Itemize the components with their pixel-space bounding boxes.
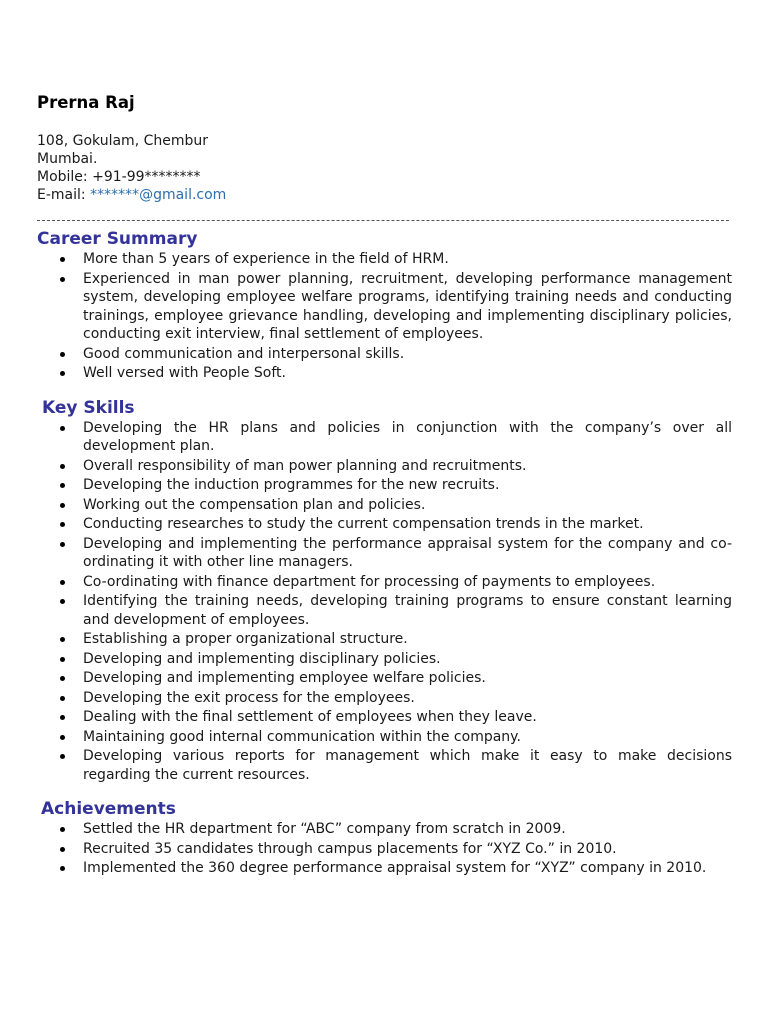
list-item: Establishing a proper organizational structure. — [37, 630, 732, 649]
key-skills-heading: Key Skills — [42, 397, 135, 418]
bullet-icon — [60, 657, 65, 662]
bullet-icon — [60, 542, 65, 547]
resume-page — [37, 92, 732, 879]
address-line-2: Mumbai. — [37, 151, 98, 167]
list-item: Developing and implementing employee welfare policies. — [37, 669, 732, 688]
email-link[interactable]: *******@gmail.com — [90, 187, 227, 203]
list-item: Identifying the training needs, developing training programs to ensure constant learning and development of employees. — [37, 592, 732, 629]
mobile-number: +91-99******** — [92, 169, 201, 185]
bullet-icon — [60, 483, 65, 488]
bullet-icon — [60, 503, 65, 508]
list-item: Developing and implementing disciplinary policies. — [37, 650, 732, 669]
mobile-line — [37, 168, 732, 186]
list-item: Developing the HR plans and policies in conjunction with the company’s over all development plan. — [37, 419, 732, 456]
mobile-label: Mobile: — [37, 169, 88, 185]
bullet-icon — [60, 464, 65, 469]
candidate-name: Prerna Raj — [37, 93, 135, 112]
bullet-icon — [60, 352, 65, 357]
bullet-icon — [60, 847, 65, 852]
career-summary-heading: Career Summary — [37, 229, 198, 249]
list-item: More than 5 years of experience in the field of HRM. — [37, 250, 732, 269]
career-summary-list — [37, 250, 732, 383]
list-item: Well versed with People Soft. — [37, 364, 732, 383]
bullet-icon — [60, 580, 65, 585]
address-line-1: 108, Gokulam, Chembur — [37, 133, 209, 149]
list-item: Developing and implementing the performance appraisal system for the company and co-ordinating it with other line managers. — [37, 535, 732, 572]
bullet-icon — [60, 277, 65, 282]
bullet-icon — [60, 426, 65, 431]
key-skills-list — [37, 419, 732, 785]
list-item: Experienced in man power planning, recruitment, developing performance management system, developing employee welfare programs, identifying training needs and conducting trainings, employee grievance handling, developing and implementing disciplinary policies, conducting exit interview, final settlement of employees. — [37, 270, 732, 344]
list-item: Good communication and interpersonal skills. — [37, 345, 732, 364]
email-label: E-mail: — [37, 187, 86, 203]
bullet-icon — [60, 676, 65, 681]
list-item: Developing various reports for management which make it easy to make decisions regarding the current resources. — [37, 747, 732, 784]
list-item: Conducting researches to study the current compensation trends in the market. — [37, 515, 732, 534]
bullet-icon — [60, 599, 65, 604]
bullet-icon — [60, 735, 65, 740]
achievements-heading: Achievements — [41, 799, 176, 819]
list-item: Settled the HR department for “ABC” company from scratch in 2009. — [37, 820, 732, 839]
list-item: Developing the induction programmes for the new recruits. — [37, 476, 732, 495]
contact-block — [37, 132, 732, 204]
bullet-icon — [60, 827, 65, 832]
bullet-icon — [60, 637, 65, 642]
bullet-icon — [60, 754, 65, 759]
achievements-list — [37, 820, 732, 878]
list-item: Implemented the 360 degree performance appraisal system for “XYZ” company in 2010. — [37, 859, 732, 878]
email-line — [37, 186, 732, 204]
list-item: Working out the compensation plan and policies. — [37, 496, 732, 515]
bullet-icon — [60, 371, 65, 376]
bullet-icon — [60, 866, 65, 871]
bullet-icon — [60, 715, 65, 720]
bullet-icon — [60, 522, 65, 527]
list-item: Developing the exit process for the employees. — [37, 689, 732, 708]
list-item: Overall responsibility of man power planning and recruitments. — [37, 457, 732, 476]
list-item: Recruited 35 candidates through campus placements for “XYZ Co.” in 2010. — [37, 840, 732, 859]
list-item: Co-ordinating with finance department for processing of payments to employees. — [37, 573, 732, 592]
bullet-icon — [60, 257, 65, 262]
list-item: Dealing with the final settlement of employees when they leave. — [37, 708, 732, 727]
bullet-icon — [60, 696, 65, 701]
dashed-divider — [37, 220, 729, 221]
list-item: Maintaining good internal communication within the company. — [37, 728, 732, 747]
